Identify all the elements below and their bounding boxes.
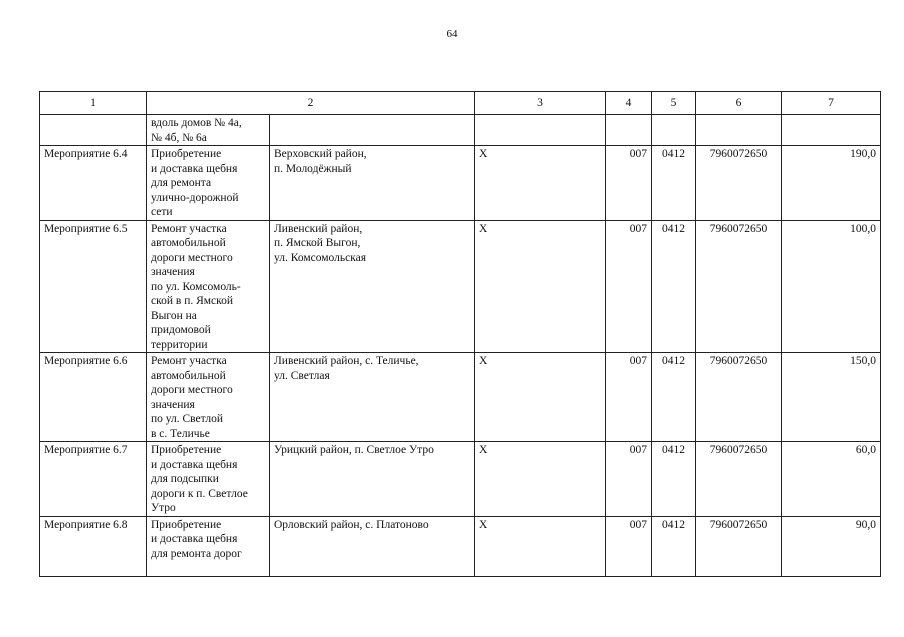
cell-location: Урицкий район, п. Светлое Утро — [270, 442, 475, 517]
cell-sum: 190,0 — [782, 146, 881, 221]
cell-executor: X — [475, 442, 606, 517]
header-col-6: 6 — [696, 92, 782, 115]
header-row — [40, 92, 881, 115]
cell-location: Ливенский район, с. Теличье, ул. Светлая — [270, 353, 475, 442]
cell-description: вдоль домов № 4а, № 4б, № 6а — [147, 115, 270, 146]
cell-executor: X — [475, 220, 606, 353]
cell-sum: 150,0 — [782, 353, 881, 442]
cell-grbs: 007 — [606, 220, 652, 353]
cell-sum: 60,0 — [782, 442, 881, 517]
header-col-2: 2 — [147, 92, 475, 115]
cell-grbs — [606, 115, 652, 146]
cell-executor: X — [475, 353, 606, 442]
cell-location: Верховский район, п. Молодёжный — [270, 146, 475, 221]
cell-csr: 7960072650 — [696, 516, 782, 576]
cell-csr: 7960072650 — [696, 220, 782, 353]
cell-section: 0412 — [652, 220, 696, 353]
cell-grbs: 007 — [606, 353, 652, 442]
cell-description: Ремонт участка автомобильной дороги местного значения по ул. Комсомоль- ской в п. Ямской Выгон на придомовой территории — [147, 220, 270, 353]
cell-section — [652, 115, 696, 146]
cell-name: Мероприятие 6.7 — [40, 442, 147, 517]
cell-executor: X — [475, 146, 606, 221]
header-col-5: 5 — [652, 92, 696, 115]
table-row — [40, 353, 881, 442]
table-row — [40, 442, 881, 517]
cell-csr: 7960072650 — [696, 442, 782, 517]
page-number: 64 — [446, 28, 458, 40]
cell-section: 0412 — [652, 353, 696, 442]
cell-name: Мероприятие 6.5 — [40, 220, 147, 353]
cell-description: Приобретение и доставка щебня для ремонта дорог — [147, 516, 270, 576]
cell-executor: X — [475, 516, 606, 576]
cell-csr — [696, 115, 782, 146]
cell-executor — [475, 115, 606, 146]
cell-name: Мероприятие 6.6 — [40, 353, 147, 442]
cell-sum: 100,0 — [782, 220, 881, 353]
header-col-3: 3 — [475, 92, 606, 115]
table-row — [40, 516, 881, 576]
cell-location — [270, 115, 475, 146]
cell-sum: 90,0 — [782, 516, 881, 576]
cell-description: Приобретение и доставка щебня для ремонта улично-дорожной сети — [147, 146, 270, 221]
cell-name: Мероприятие 6.4 — [40, 146, 147, 221]
cell-location: Орловский район, с. Платоново — [270, 516, 475, 576]
cell-grbs: 007 — [606, 442, 652, 517]
budget-measures-table — [39, 91, 881, 577]
table-row — [40, 220, 881, 353]
cell-section: 0412 — [652, 516, 696, 576]
cell-sum — [782, 115, 881, 146]
table-row-continuation — [40, 115, 881, 146]
cell-grbs: 007 — [606, 146, 652, 221]
cell-description: Ремонт участка автомобильной дороги местного значения по ул. Светлой в с. Теличье — [147, 353, 270, 442]
cell-section: 0412 — [652, 146, 696, 221]
cell-csr: 7960072650 — [696, 353, 782, 442]
cell-description: Приобретение и доставка щебня для подсыпки дороги к п. Светлое Утро — [147, 442, 270, 517]
cell-grbs: 007 — [606, 516, 652, 576]
table-row — [40, 146, 881, 221]
cell-name — [40, 115, 147, 146]
header-col-4: 4 — [606, 92, 652, 115]
cell-location: Ливенский район, п. Ямской Выгон, ул. Комсомольская — [270, 220, 475, 353]
cell-name: Мероприятие 6.8 — [40, 516, 147, 576]
header-col-1: 1 — [40, 92, 147, 115]
header-col-7: 7 — [782, 92, 881, 115]
cell-csr: 7960072650 — [696, 146, 782, 221]
cell-section: 0412 — [652, 442, 696, 517]
